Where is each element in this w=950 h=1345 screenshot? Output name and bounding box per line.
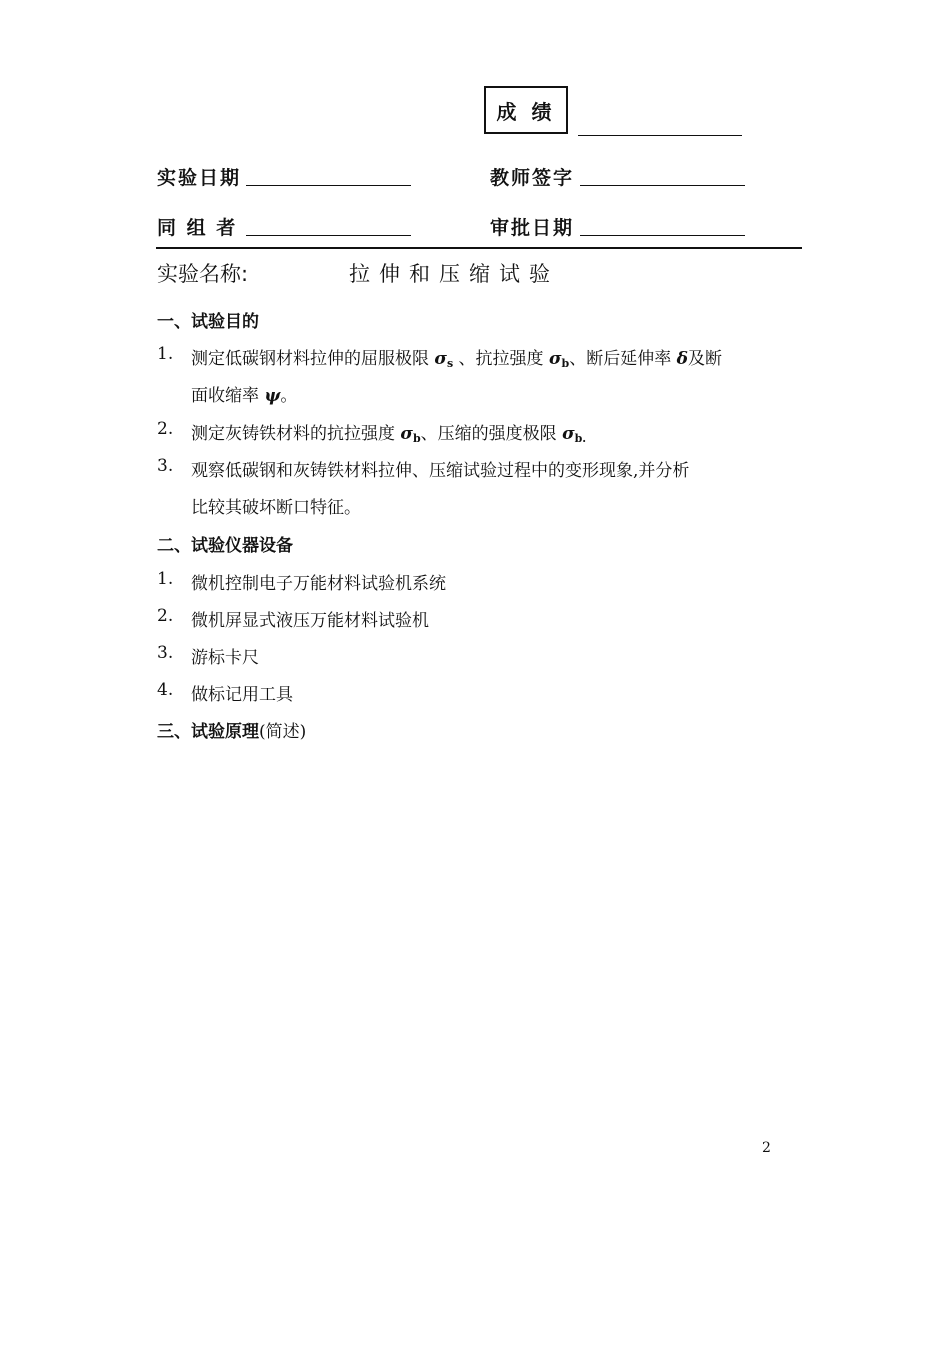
group-members-label: 同 组 者 (157, 217, 238, 239)
teacher-sign-field[interactable] (580, 185, 745, 186)
equipment-text: 微机屏显式液压万能材料试验机 (191, 611, 429, 631)
equipment-item (0, 643, 950, 669)
text-part: 、抗拉强度 (453, 349, 544, 369)
list-number: 4. (157, 680, 174, 700)
experiment-name: 拉伸和压缩试验 (349, 262, 559, 286)
sigma-symbol: σ (548, 349, 562, 369)
equipment-item (0, 569, 950, 595)
header-divider (156, 247, 802, 249)
objective-text-line: 观察低碳钢和灰铸铁材料拉伸、压缩试验过程中的变形现象,并分析 (191, 461, 690, 481)
text-part: 、压缩的强度极限 (420, 424, 557, 444)
subscript: s (446, 357, 454, 370)
approve-date-label: 审批日期 (490, 217, 575, 239)
objective-text-line: 比较其破坏断口特征。 (191, 498, 361, 518)
equipment-item (0, 680, 950, 706)
subscript: b (412, 432, 421, 445)
equipment-text: 做标记用工具 (191, 685, 293, 705)
objective-item-3 (0, 456, 950, 522)
list-number: 2. (157, 606, 174, 626)
exp-date-field[interactable] (246, 185, 411, 186)
list-number: 3. (157, 643, 174, 663)
principle-note: (简述) (259, 722, 307, 742)
experiment-title-row (157, 258, 559, 288)
objective-text-line (191, 419, 586, 445)
exp-date-label: 实验日期 (157, 167, 242, 189)
list-number: 1. (157, 344, 174, 364)
score-label-box (484, 86, 568, 134)
sigma-symbol: σ (562, 424, 575, 444)
psi-symbol: ψ (264, 386, 281, 406)
equipment-text: 微机控制电子万能材料试验机系统 (191, 574, 446, 594)
text-part: 测定灰铸铁材料的抗拉强度 (191, 424, 395, 444)
objective-text-line (191, 381, 297, 406)
subscript: b (561, 357, 570, 370)
section-heading-objectives: 一、试验目的 (157, 312, 259, 332)
group-members-field[interactable] (246, 235, 411, 236)
section-heading-equipment: 二、试验仪器设备 (157, 536, 293, 556)
delta-symbol: δ (676, 349, 688, 369)
text-part: 。 (280, 386, 298, 406)
equipment-item (0, 606, 950, 632)
text-part: 、断后延伸率 (569, 349, 672, 369)
list-number: 1. (157, 569, 174, 589)
list-number: 2. (157, 419, 174, 439)
objective-item-1 (0, 344, 950, 410)
text-part: 面收缩率 (191, 386, 259, 406)
score-field[interactable] (578, 135, 742, 136)
text-part: 测定低碳钢材料拉伸的屈服极限 (191, 349, 429, 369)
teacher-sign-label: 教师签字 (490, 167, 575, 189)
sigma-symbol: σ (434, 349, 447, 369)
objective-text-line (191, 344, 722, 370)
equipment-text: 游标卡尺 (191, 648, 259, 668)
approve-date-field[interactable] (580, 235, 745, 236)
section-heading-principle (157, 717, 306, 742)
score-label: 成 绩 (496, 99, 556, 124)
sigma-symbol: σ (400, 424, 413, 444)
list-number: 3. (157, 456, 174, 476)
page-number: 2 (762, 1140, 771, 1156)
principle-answer-area[interactable] (156, 752, 802, 1122)
text-part: 及断 (687, 349, 722, 369)
principle-heading-text: 三、试验原理 (157, 722, 259, 742)
experiment-name-label: 实验名称: (157, 262, 249, 286)
objective-item-2 (0, 419, 950, 449)
subscript: b. (574, 432, 587, 445)
